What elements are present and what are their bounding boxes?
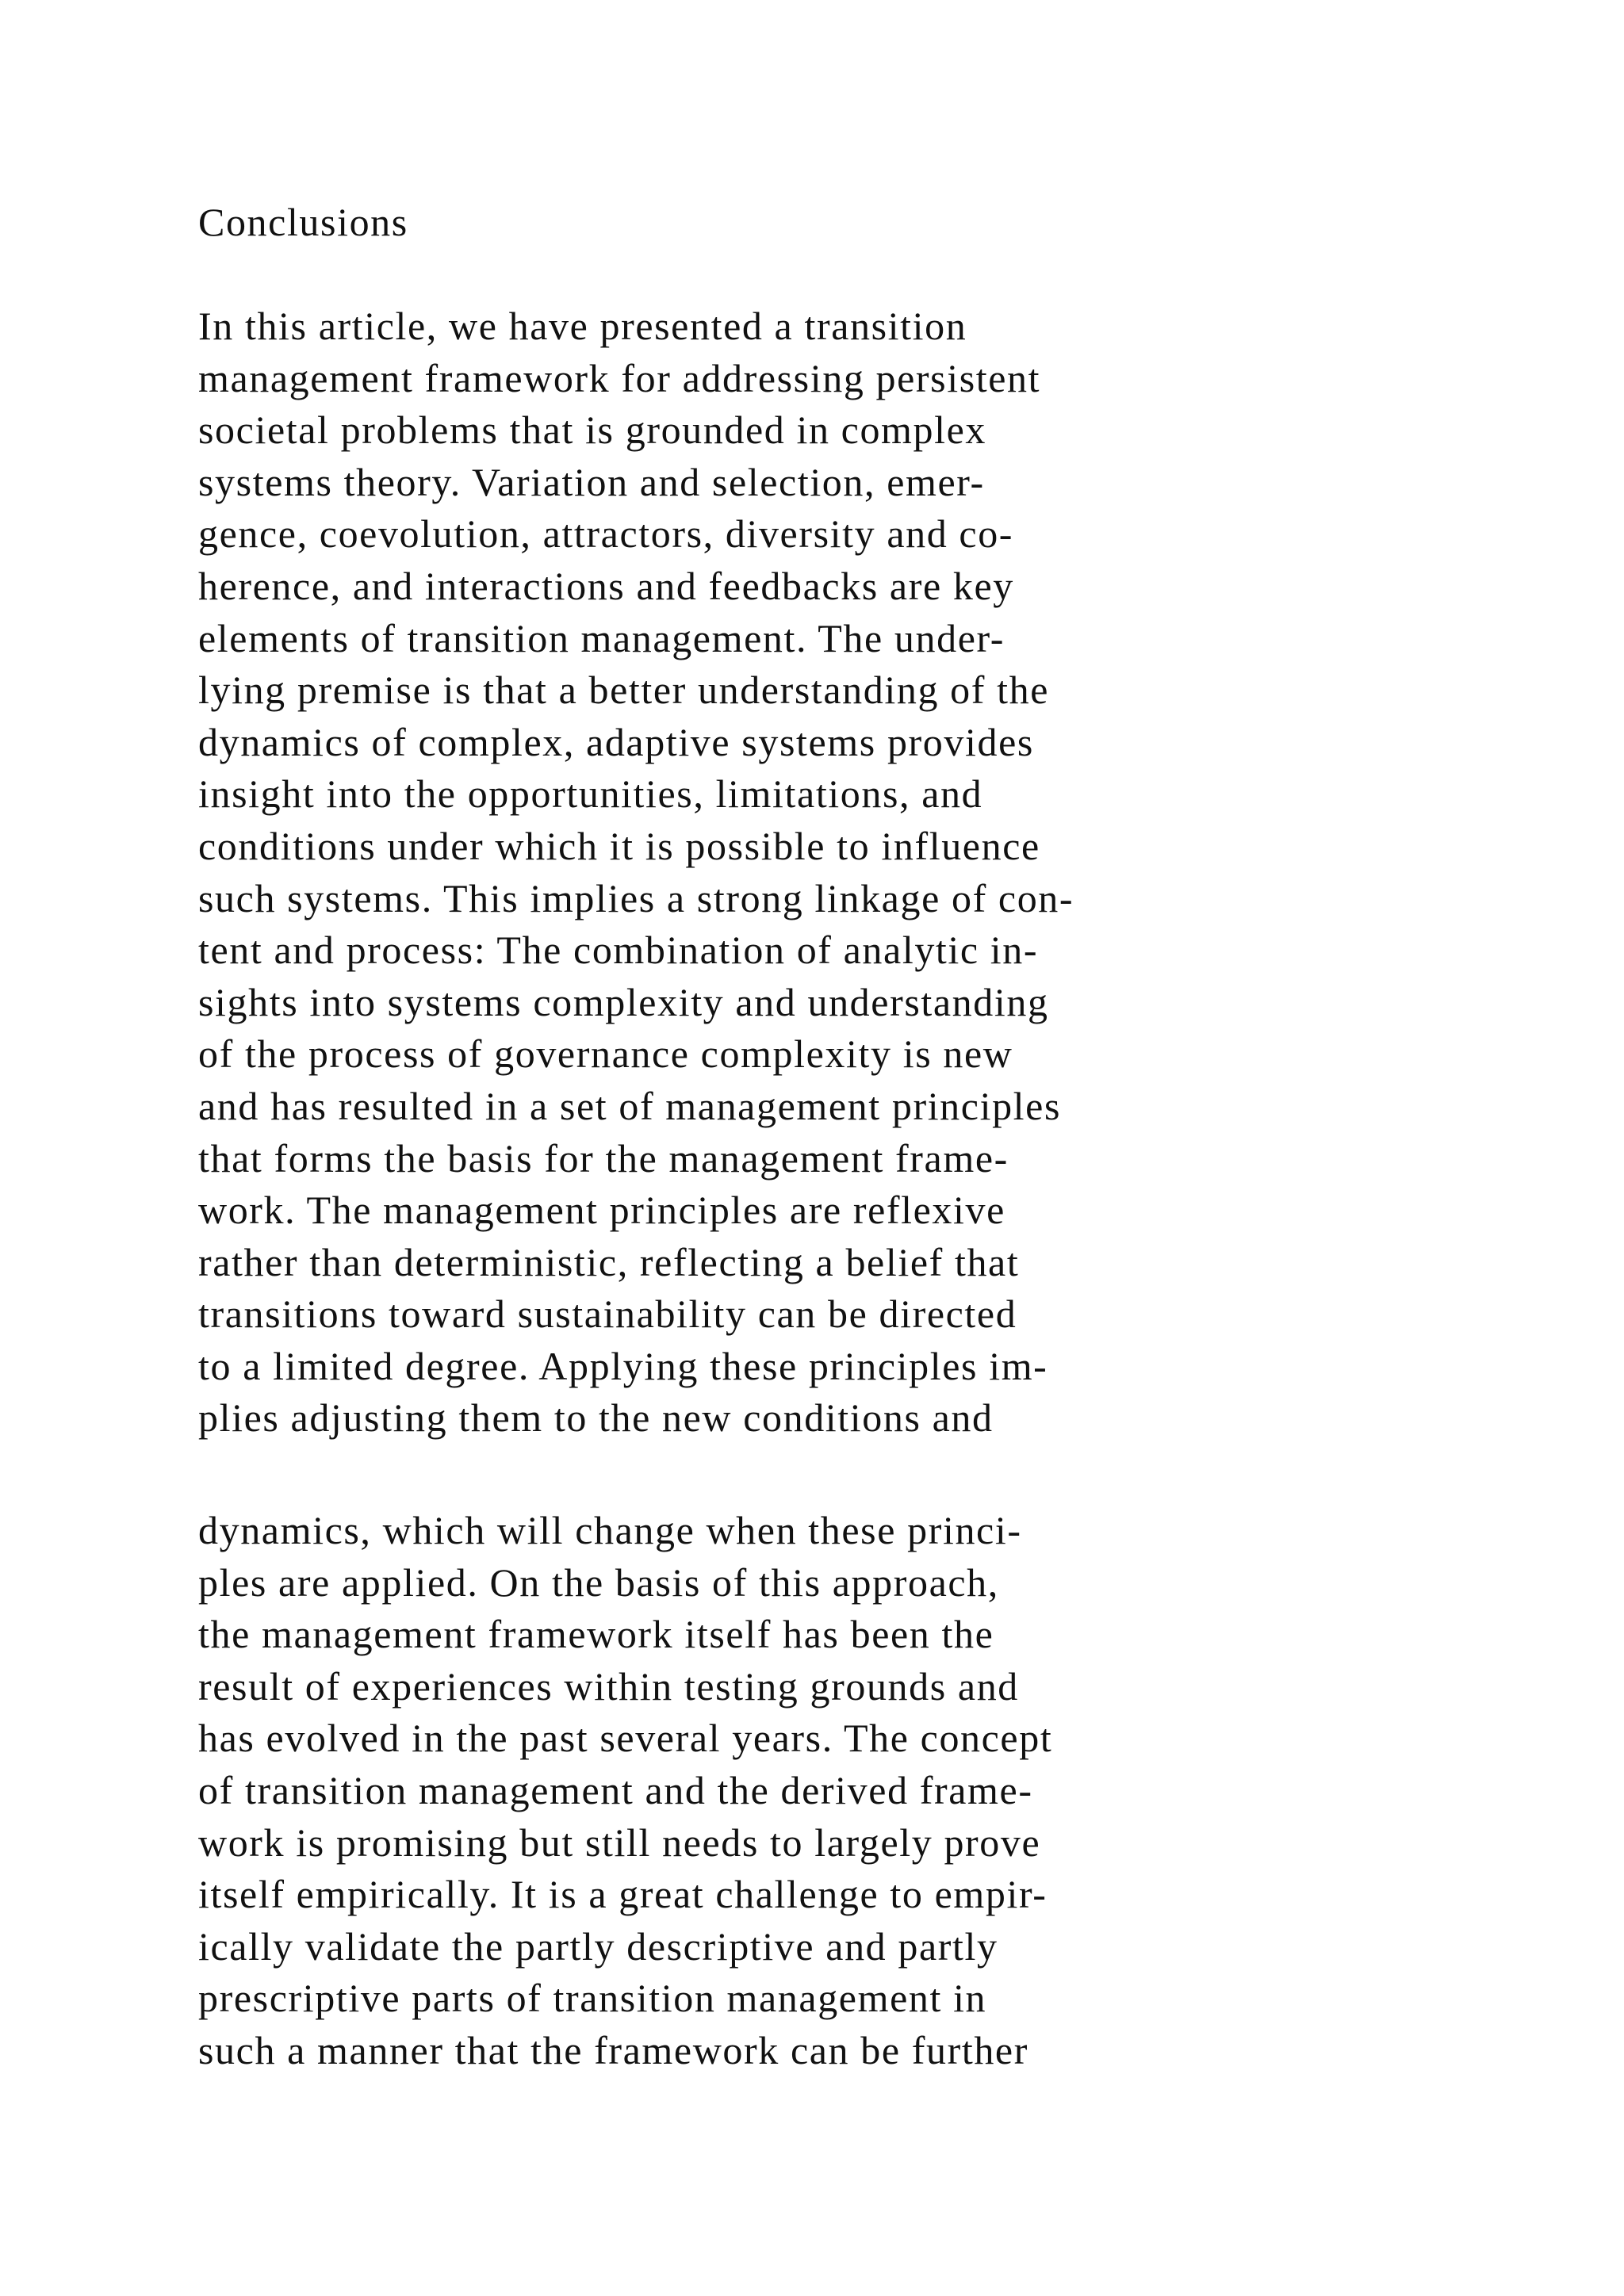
text-line: lying premise is that a better understanding of the <box>198 668 1050 713</box>
text-line: insight into the opportunities, limitations, and <box>198 771 983 817</box>
text-line: and has resulted in a set of management principles <box>198 1083 1062 1128</box>
paragraph-2 <box>198 1505 1052 2077</box>
text-line: systems theory. Variation and selection, emer- <box>198 459 985 504</box>
text-line: such a manner that the framework can be further <box>198 2027 1028 2072</box>
text-line: gence, coevolution, attractors, diversity and co- <box>198 511 1014 557</box>
text-line: prescriptive parts of transition management in <box>198 1976 987 2021</box>
text-line: itself empirically. It is a great challenge to empir- <box>198 1872 1048 1917</box>
text-line: dynamics, which will change when these princi- <box>198 1508 1022 1552</box>
text-line: elements of transition management. The under- <box>198 615 1005 660</box>
text-line: such systems. This implies a strong linkage of con- <box>198 875 1074 920</box>
text-line: plies adjusting them to the new conditions and <box>198 1395 994 1441</box>
paragraph-1 <box>198 300 1074 1445</box>
text-line: tent and process: The combination of analytic in- <box>198 928 1039 973</box>
text-line: conditions under which it is possible to influence <box>198 823 1040 868</box>
text-line: to a limited degree. Applying these principles im- <box>198 1343 1048 1388</box>
text-line: the management framework itself has been the <box>198 1612 994 1657</box>
text-line: of transition management and the derived frame- <box>198 1767 1033 1812</box>
text-line: ically validate the partly descriptive and partly <box>198 1923 998 1969</box>
text-line: herence, and interactions and feedbacks are key <box>198 563 1014 608</box>
text-line: transitions toward sustainability can be directed <box>198 1292 1017 1337</box>
text-line: of the process of governance complexity is new <box>198 1031 1013 1077</box>
section-heading <box>198 197 408 249</box>
text-line: has evolved in the past several years. The concept <box>198 1716 1053 1761</box>
text-line: management framework for addressing persistent <box>198 355 1041 400</box>
text-line: sights into systems complexity and understanding <box>198 979 1049 1024</box>
text-line: work. The management principles are reflexive <box>198 1188 1005 1233</box>
text-line: that forms the basis for the management frame- <box>198 1135 1009 1181</box>
text-line: ples are applied. On the basis of this approach, <box>198 1559 999 1605</box>
text-line: result of experiences within testing grounds and <box>198 1663 1019 1709</box>
text-line: dynamics of complex, adaptive systems provides <box>198 719 1034 764</box>
text-line: In this article, we have presented a transition <box>198 304 967 348</box>
text-line: rather than deterministic, reflecting a belief that <box>198 1239 1020 1284</box>
text-line: work is promising but still needs to largely prove <box>198 1820 1041 1865</box>
heading-text: Conclusions <box>198 200 408 244</box>
text-line: societal problems that is grounded in complex <box>198 408 987 453</box>
